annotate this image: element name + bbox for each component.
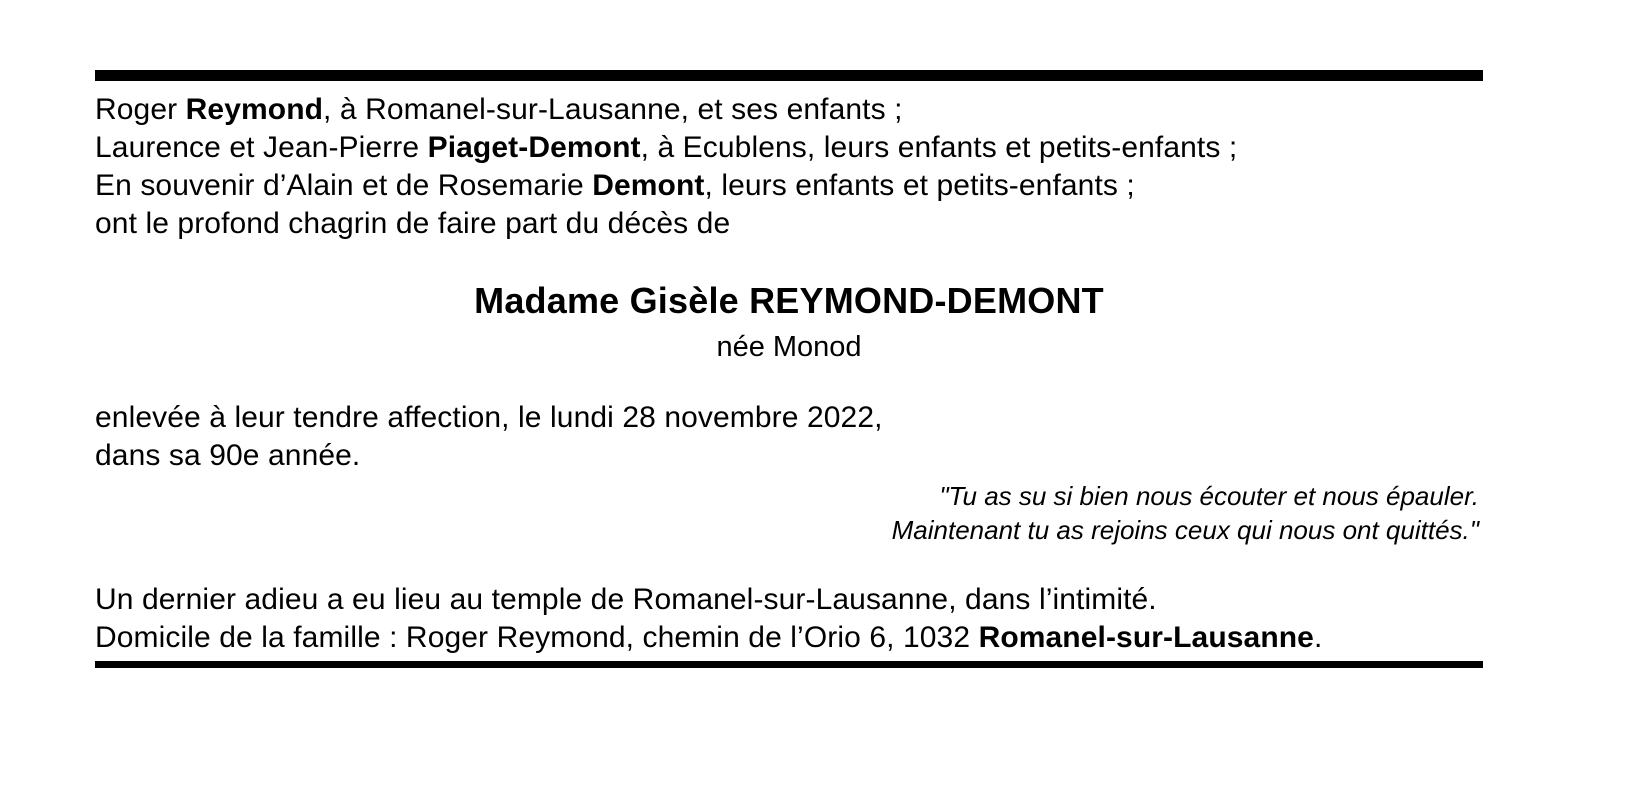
family-line-1 <box>95 91 1483 129</box>
quote-line-1: "Tu as su si bien nous écouter et nous épauler. <box>939 481 1479 511</box>
family-line-2-name: Piaget-Demont <box>427 131 641 164</box>
farewell-line: Un dernier adieu a eu lieu au temple de Romanel-sur-Lausanne, dans l’intimité. <box>95 583 1157 616</box>
deceased-name: Madame Gisèle REYMOND-DEMONT <box>474 280 1104 321</box>
family-line-3-suffix: , leurs enfants et petits-enfants ; <box>704 169 1135 202</box>
quote-block <box>95 479 1483 547</box>
family-line-4-prefix: ont le profond chagrin de faire part du décès de <box>95 207 731 240</box>
bottom-divider <box>95 661 1483 668</box>
deceased-maiden-name: née Monod <box>716 331 862 363</box>
family-line-2-prefix: Laurence et Jean-Pierre <box>95 131 428 164</box>
quote-line-2: Maintenant tu as rejoins ceux qui nous ont quittés." <box>891 515 1479 545</box>
death-notice <box>95 70 1483 668</box>
address-locality: Romanel-sur-Lausanne <box>978 621 1314 654</box>
closing-block <box>95 581 1483 657</box>
deceased-block <box>95 279 1483 367</box>
top-divider <box>95 70 1483 81</box>
address-prefix: Domicile de la famille : Roger Reymond, chemin de l’Orio 6, 1032 <box>95 621 979 654</box>
family-line-1-name: Reymond <box>185 93 324 126</box>
passing-line-1: enlevée à leur tendre affection, le lundi 28 novembre 2022, <box>95 401 883 434</box>
family-line-3-name: Demont <box>592 169 705 202</box>
family-line-1-suffix: , à Romanel-sur-Lausanne, et ses enfants ; <box>323 93 903 126</box>
family-line-2-suffix: , à Ecublens, leurs enfants et petits-enfants ; <box>640 131 1238 164</box>
address-line <box>95 619 1483 657</box>
family-line-2 <box>95 129 1483 167</box>
family-block <box>95 81 1483 243</box>
family-line-3 <box>95 167 1483 205</box>
address-suffix: . <box>1313 621 1323 654</box>
family-line-3-prefix: En souvenir d’Alain et de Rosemarie <box>95 169 593 202</box>
passing-line-2: dans sa 90e année. <box>95 439 361 472</box>
family-line-4 <box>95 205 1483 243</box>
family-line-1-prefix: Roger <box>95 93 186 126</box>
passing-block <box>95 399 1483 475</box>
